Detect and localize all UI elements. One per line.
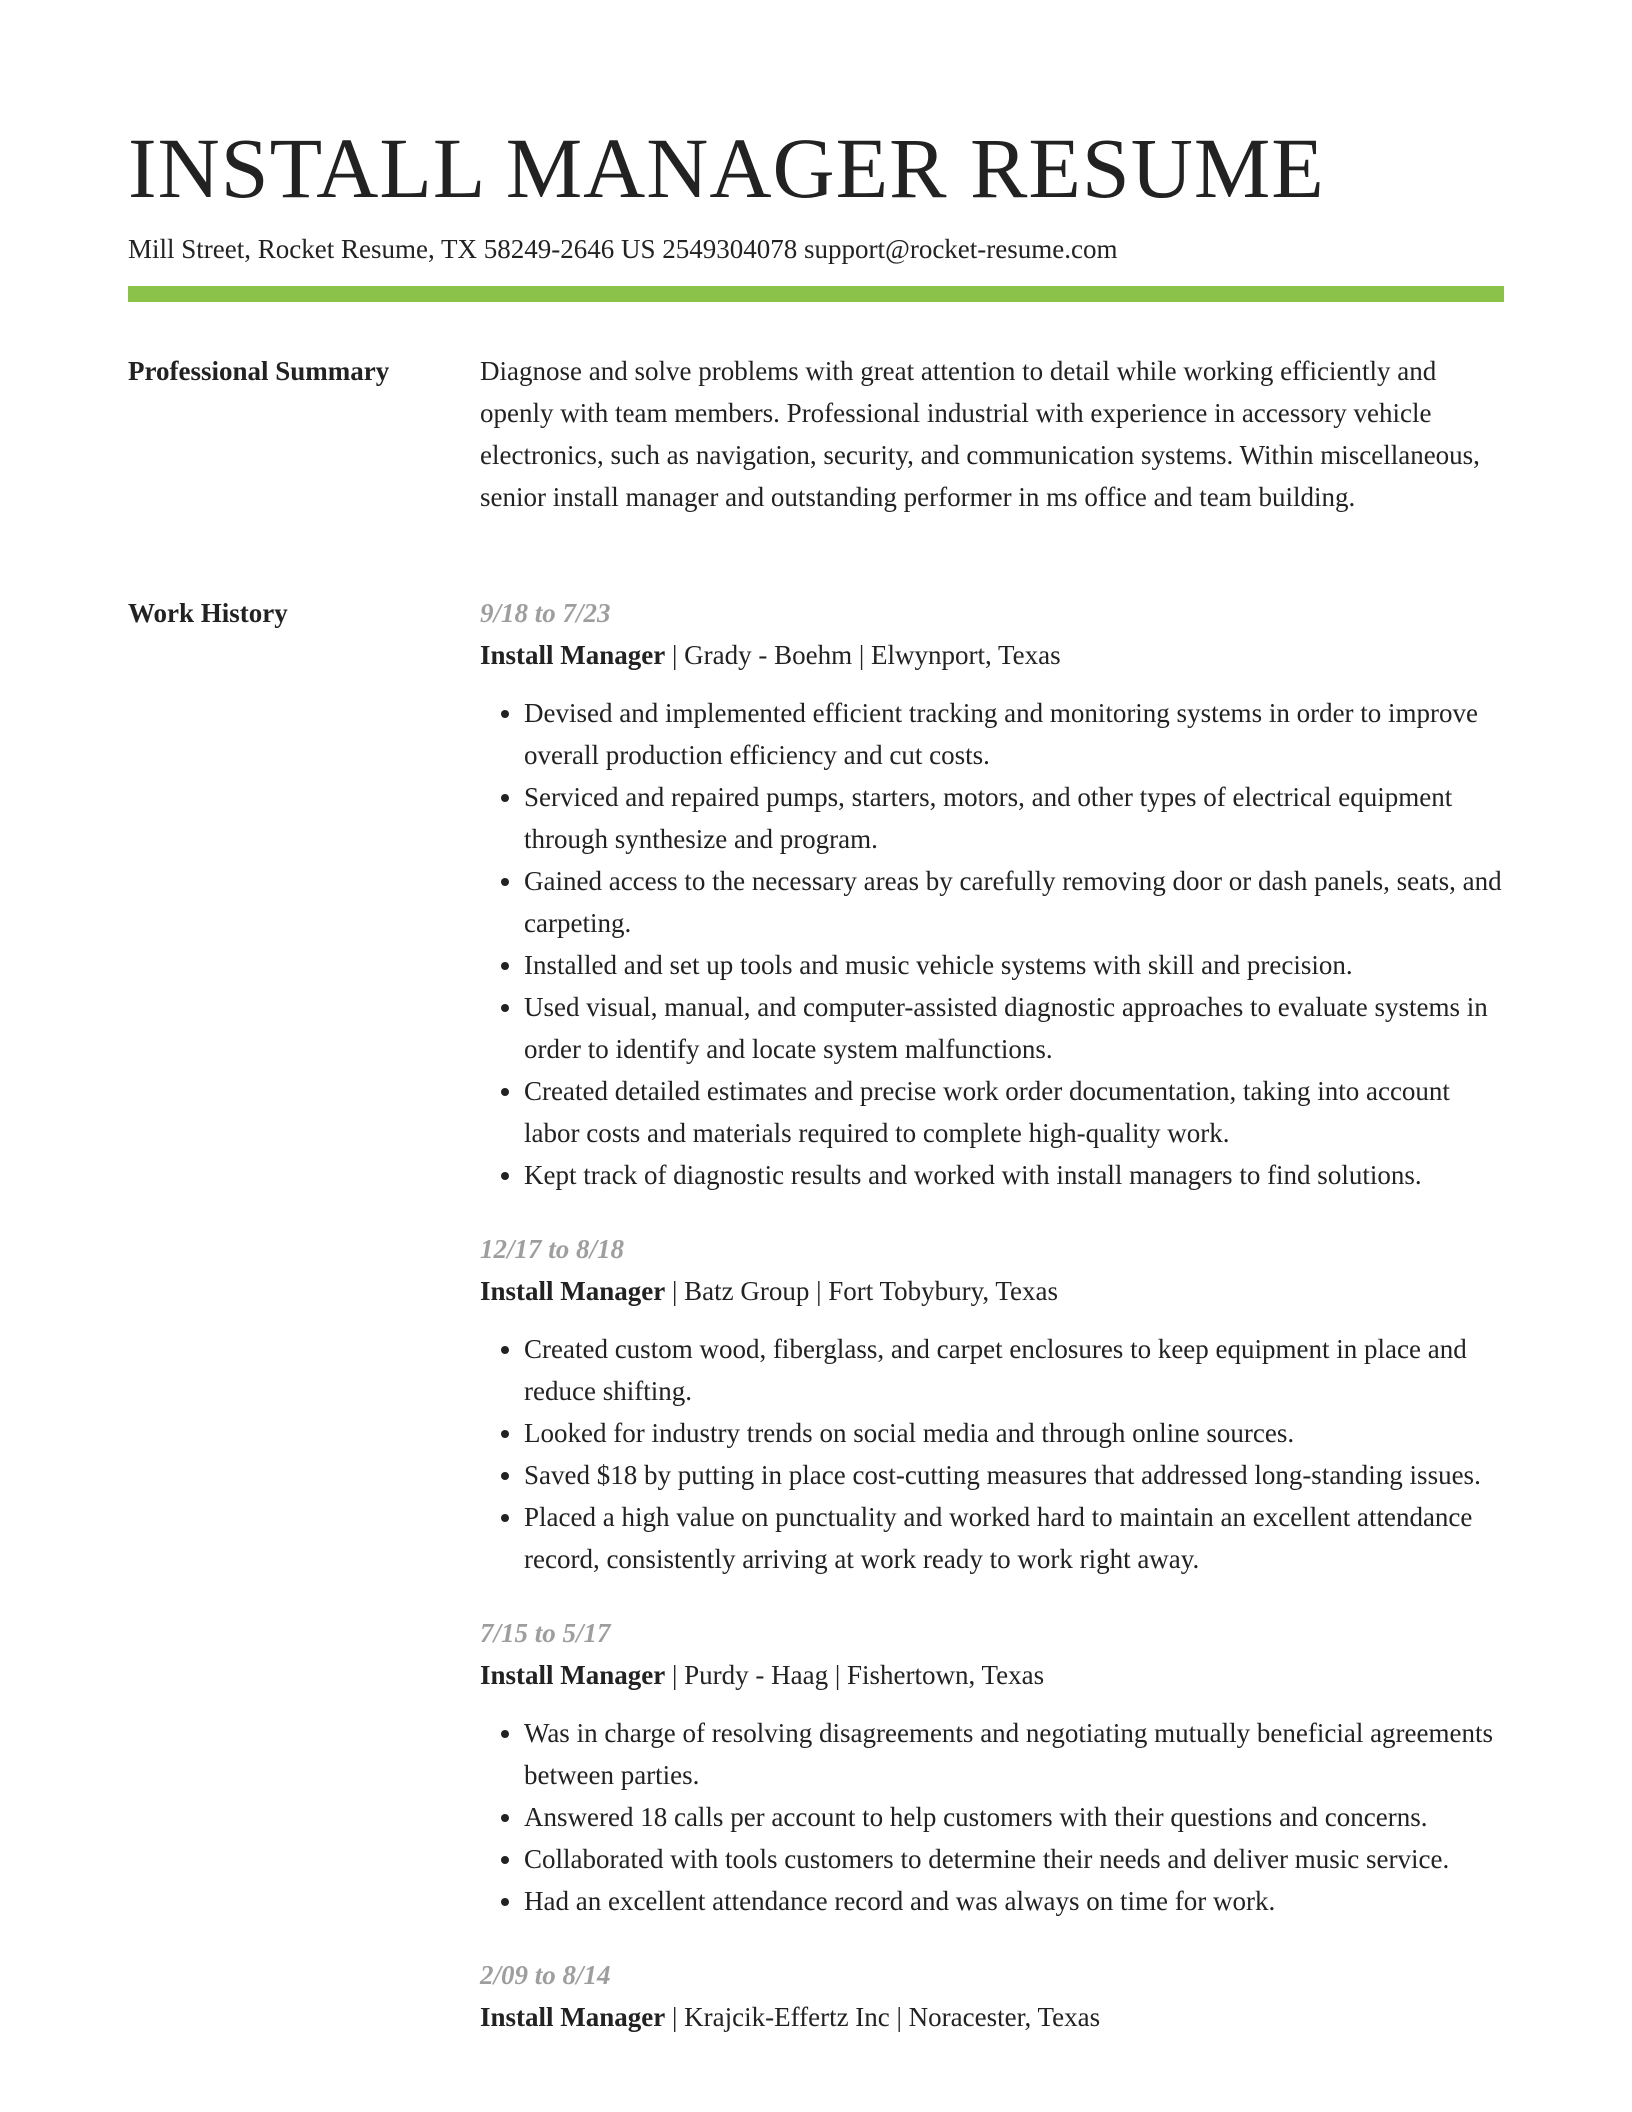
job-heading xyxy=(480,1270,1504,1312)
job-bullet: • Used visual, manual, and computer-assisted diagnostic approaches to evaluate systems in order to identify and locate system malfunctions. xyxy=(524,986,1504,1070)
job-bullet: • Created custom wood, fiberglass, and carpet enclosures to keep equipment in place and reduce shifting. xyxy=(524,1328,1504,1412)
contact-line: Mill Street, Rocket Resume, TX 58249-2646 US 2549304078 support@rocket-resume.com xyxy=(128,234,1118,264)
professional-summary-body xyxy=(480,350,1504,518)
resume-header xyxy=(128,118,1504,266)
job-bullet: • Answered 18 calls per account to help customers with their questions and concerns. xyxy=(524,1796,1504,1838)
job-title: Install Manager xyxy=(480,1660,666,1690)
job-entry xyxy=(480,1954,1504,2038)
job-entry xyxy=(480,1228,1504,1580)
job-bullet: • Serviced and repaired pumps, starters, motors, and other types of electrical equipment through synthesize and program. xyxy=(524,776,1504,860)
job-date: 9/18 to 7/23 xyxy=(480,598,611,628)
job-bullet-list xyxy=(480,692,1504,1196)
job-heading xyxy=(480,1654,1504,1696)
job-company-location: | Grady - Boehm | Elwynport, Texas xyxy=(665,640,1061,670)
work-history-jobs xyxy=(480,592,1504,2070)
job-title: Install Manager xyxy=(480,640,666,670)
job-company-location: | Batz Group | Fort Tobybury, Texas xyxy=(665,1276,1058,1306)
job-date: 2/09 to 8/14 xyxy=(480,1960,611,1990)
job-bullet: • Collaborated with tools customers to determine their needs and deliver music service. xyxy=(524,1838,1504,1880)
job-bullet: • Was in charge of resolving disagreements and negotiating mutually beneficial agreements between parties. xyxy=(524,1712,1504,1796)
job-bullet: • Kept track of diagnostic results and worked with install managers to find solutions. xyxy=(524,1154,1504,1196)
accent-divider xyxy=(128,286,1504,302)
job-heading xyxy=(480,1996,1504,2038)
professional-summary-label: Professional Summary xyxy=(128,356,390,386)
job-bullet: • Created detailed estimates and precise work order documentation, taking into account labor costs and materials required to complete high-quality work. xyxy=(524,1070,1504,1154)
job-company-location: | Krajcik-Effertz Inc | Noracester, Texas xyxy=(665,2002,1101,2032)
job-bullet: • Looked for industry trends on social media and through online sources. xyxy=(524,1412,1504,1454)
job-bullet-list xyxy=(480,1328,1504,1580)
job-bullet: • Gained access to the necessary areas by carefully removing door or dash panels, seats, and carpeting. xyxy=(524,860,1504,944)
job-bullet: • Saved $18 by putting in place cost-cutting measures that addressed long-standing issues. xyxy=(524,1454,1504,1496)
job-entry xyxy=(480,592,1504,1196)
job-entry xyxy=(480,1612,1504,1922)
resume-title: INSTALL MANAGER RESUME xyxy=(128,120,1325,216)
job-company-location: | Purdy - Haag | Fishertown, Texas xyxy=(665,1660,1045,1690)
professional-summary-text: Diagnose and solve problems with great attention to detail while working efficiently and openly with team members. Professional industrial with experience in accessory vehicle electronics, such as navigation, security, and communication systems. Within miscellaneous, senior install manager and outstanding performer in ms office and team building. xyxy=(480,356,1480,512)
work-history-label: Work History xyxy=(128,598,288,628)
job-date: 7/15 to 5/17 xyxy=(480,1618,611,1648)
job-bullet: • Installed and set up tools and music vehicle systems with skill and precision. xyxy=(524,944,1504,986)
job-heading xyxy=(480,634,1504,676)
job-bullet: • Had an excellent attendance record and was always on time for work. xyxy=(524,1880,1504,1922)
job-title: Install Manager xyxy=(480,2002,666,2032)
job-bullet: • Devised and implemented efficient tracking and monitoring systems in order to improve overall production efficiency and cut costs. xyxy=(524,692,1504,776)
job-bullet-list xyxy=(480,1712,1504,1922)
job-date: 12/17 to 8/18 xyxy=(480,1234,625,1264)
job-title: Install Manager xyxy=(480,1276,666,1306)
job-bullet: • Placed a high value on punctuality and worked hard to maintain an excellent attendance record, consistently arriving at work ready to work right away. xyxy=(524,1496,1504,1580)
